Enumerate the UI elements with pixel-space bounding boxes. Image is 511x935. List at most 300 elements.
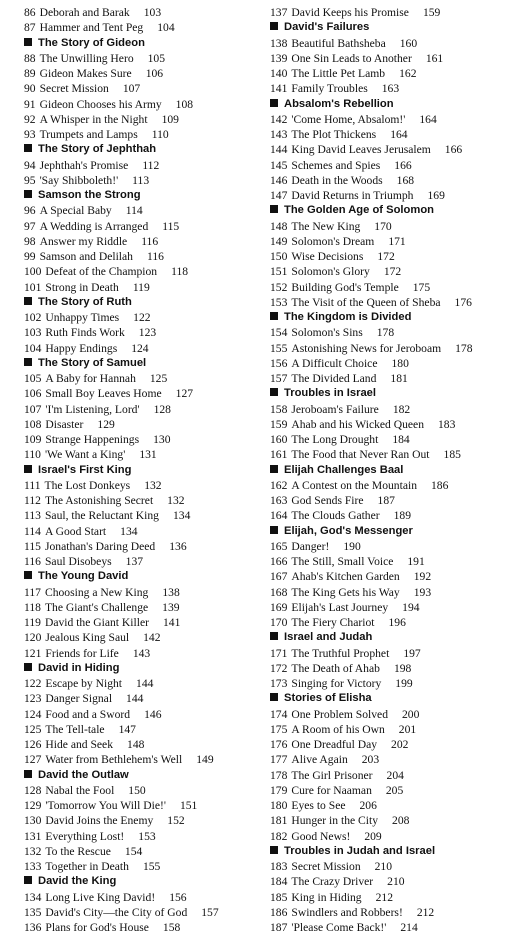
section-title: The Golden Age of Solomon xyxy=(284,204,434,217)
contents-entry xyxy=(24,508,262,523)
contents-entry xyxy=(24,280,262,295)
section-title: Troubles in Israel xyxy=(284,387,377,400)
square-bullet-icon xyxy=(270,312,278,320)
entry-page-number: 178 xyxy=(376,326,395,340)
entry-number: 100 xyxy=(24,265,42,279)
entry-title: Everything Lost! xyxy=(45,829,125,843)
contents-entry xyxy=(270,188,508,203)
entry-title: Astonishing News for Jeroboam xyxy=(291,341,442,355)
entry-title: Danger Signal xyxy=(45,692,113,706)
square-bullet-icon xyxy=(270,99,278,107)
contents-entry xyxy=(24,707,262,722)
contents-entry xyxy=(270,142,508,157)
entry-title: Schemes and Spies xyxy=(291,158,381,172)
entry-number: 121 xyxy=(24,646,42,660)
entry-title: A Room of his Own xyxy=(291,722,385,736)
contents-entry xyxy=(24,691,262,706)
section-heading xyxy=(270,97,508,112)
entry-number: 166 xyxy=(270,555,288,568)
entry-page-number: 199 xyxy=(395,677,413,690)
contents-entry xyxy=(24,341,262,356)
entry-number: 94 xyxy=(24,158,36,172)
entry-number: 169 xyxy=(270,600,288,614)
contents-entry xyxy=(270,752,508,767)
entry-number: 157 xyxy=(270,372,288,385)
entry-title: Beautiful Bathsheba xyxy=(291,36,386,50)
section-heading xyxy=(24,661,262,676)
entry-page-number: 204 xyxy=(386,768,404,782)
entry-title: Ruth Finds Work xyxy=(45,326,125,340)
entry-number: 132 xyxy=(24,844,42,858)
entry-title: Friends for Life xyxy=(45,646,119,660)
entry-page-number: 158 xyxy=(162,921,181,934)
section-title: Absalom's Rebellion xyxy=(284,97,394,110)
entry-number: 174 xyxy=(270,707,288,721)
section-title: Elijah Challenges Baal xyxy=(284,463,404,476)
entry-title: To the Rescue xyxy=(45,844,111,858)
entry-title: David the Giant Killer xyxy=(44,616,149,629)
entry-title: The Plot Thickens xyxy=(291,128,377,141)
entry-title: Eyes to See xyxy=(291,799,346,812)
entry-number: 181 xyxy=(270,814,288,828)
entry-page-number: 172 xyxy=(377,250,395,263)
entry-page-number: 127 xyxy=(175,387,194,401)
entry-page-number: 122 xyxy=(133,311,151,324)
entry-title: The Long Drought xyxy=(291,433,379,446)
contents-entry xyxy=(24,798,262,813)
entry-page-number: 125 xyxy=(149,372,168,385)
contents-entry xyxy=(24,813,262,828)
section-heading xyxy=(270,524,508,539)
contents-entry xyxy=(24,524,262,539)
square-bullet-icon xyxy=(24,571,32,579)
section-heading xyxy=(24,356,262,371)
entry-page-number: 152 xyxy=(167,814,185,828)
entry-page-number: 146 xyxy=(144,707,162,721)
entry-title: A Whisper in the Night xyxy=(39,112,148,126)
contents-entry xyxy=(270,722,508,737)
entry-title: A Difficult Choice xyxy=(291,356,378,370)
entry-title: Saul, the Reluctant King xyxy=(44,509,159,523)
entry-title: The Unwilling Hero xyxy=(39,51,134,65)
entry-title: Together in Death xyxy=(45,860,129,873)
contents-entry xyxy=(270,646,508,661)
section-title: David's Failures xyxy=(284,21,370,34)
square-bullet-icon xyxy=(24,770,32,778)
entry-title: One Dreadful Day xyxy=(291,738,378,751)
contents-entry xyxy=(24,493,262,508)
entry-number: 133 xyxy=(24,860,42,873)
section-title: The Kingdom is Divided xyxy=(284,311,412,323)
entry-title: Food and a Sword xyxy=(45,707,131,721)
entry-number: 136 xyxy=(24,921,42,934)
entry-number: 99 xyxy=(24,250,36,263)
contents-entry xyxy=(270,51,508,66)
entry-number: 175 xyxy=(270,722,288,736)
contents-entry xyxy=(270,737,508,752)
entry-number: 120 xyxy=(24,631,42,645)
contents-entry xyxy=(270,66,508,81)
entry-title: 'Come Home, Absalom!' xyxy=(291,112,406,126)
entry-number: 152 xyxy=(270,280,288,294)
contents-entry xyxy=(270,234,508,249)
section-title: The Story of Jephthah xyxy=(38,143,157,156)
section-heading xyxy=(270,203,508,218)
entry-page-number: 118 xyxy=(171,265,189,279)
contents-entry xyxy=(270,890,508,905)
entry-title: The Divided Land xyxy=(291,372,377,385)
entry-number: 88 xyxy=(24,51,36,65)
contents-entry xyxy=(270,264,508,279)
contents-entry xyxy=(270,859,508,874)
entry-page-number: 151 xyxy=(179,799,198,812)
square-bullet-icon xyxy=(24,876,32,884)
entry-title: Ahab's Kitchen Garden xyxy=(291,570,400,584)
contents-entry xyxy=(24,51,262,66)
contents-entry xyxy=(24,97,262,112)
entry-title: The Visit of the Queen of Sheba xyxy=(291,295,441,309)
entry-number: 123 xyxy=(24,692,42,706)
contents-entry xyxy=(24,783,262,798)
contents-entry xyxy=(24,219,262,234)
entry-number: 185 xyxy=(270,890,288,904)
entry-number: 103 xyxy=(24,326,42,340)
contents-entry xyxy=(24,325,262,340)
contents-entry xyxy=(270,36,508,51)
entry-number: 183 xyxy=(270,860,288,873)
entry-number: 154 xyxy=(270,326,288,340)
contents-entry xyxy=(24,112,262,127)
section-title: The Young David xyxy=(38,570,129,583)
entry-page-number: 202 xyxy=(391,738,409,751)
section-title: The Story of Gideon xyxy=(38,36,145,49)
entry-number: 118 xyxy=(24,600,41,614)
contents-entry xyxy=(270,112,508,127)
contents-entry xyxy=(270,874,508,889)
contents-entry xyxy=(270,295,508,310)
contents-entry xyxy=(24,402,262,417)
entry-page-number: 138 xyxy=(162,585,180,599)
entry-title: Long Live King David! xyxy=(45,890,156,904)
entry-title: Jephthah's Promise xyxy=(39,158,129,172)
square-bullet-icon xyxy=(270,205,278,213)
entry-page-number: 144 xyxy=(126,692,144,706)
contents-entry xyxy=(270,325,508,340)
entry-title: Trumpets and Lamps xyxy=(39,128,138,141)
entry-page-number: 210 xyxy=(387,875,405,889)
entry-page-number: 108 xyxy=(175,97,194,111)
entry-page-number: 141 xyxy=(162,616,181,629)
entry-number: 171 xyxy=(270,646,288,660)
entry-title: The Astonishing Secret xyxy=(44,494,154,507)
entry-number: 178 xyxy=(270,768,288,782)
entry-title: King David Leaves Jerusalem xyxy=(291,143,431,157)
entry-page-number: 134 xyxy=(172,509,191,523)
entry-number: 184 xyxy=(270,875,288,889)
entry-page-number: 206 xyxy=(359,799,377,812)
contents-entry xyxy=(24,371,262,386)
entry-title: Secret Mission xyxy=(39,82,109,96)
entry-number: 86 xyxy=(24,6,36,19)
contents-entry xyxy=(24,20,262,35)
section-title: David the King xyxy=(38,875,117,888)
entry-title: Jeroboam's Failure xyxy=(291,402,379,416)
entry-number: 124 xyxy=(24,707,42,721)
entry-number: 109 xyxy=(24,433,42,446)
entry-page-number: 170 xyxy=(374,219,392,233)
entry-title: Gideon Chooses his Army xyxy=(39,97,162,111)
entry-title: The Crazy Driver xyxy=(291,875,374,889)
entry-number: 105 xyxy=(24,372,42,385)
contents-entry xyxy=(24,676,262,691)
contents-entry xyxy=(24,630,262,645)
contents-entry xyxy=(270,249,508,264)
entry-title: The Giant's Challenge xyxy=(44,600,149,614)
entry-page-number: 116 xyxy=(141,234,159,248)
entry-page-number: 194 xyxy=(402,600,420,614)
entry-title: Wise Decisions xyxy=(291,250,364,263)
entry-title: Small Boy Leaves Home xyxy=(45,387,162,401)
entry-title: Hunger in the City xyxy=(291,814,379,828)
contents-entry xyxy=(24,386,262,401)
entry-page-number: 176 xyxy=(454,295,472,309)
entry-page-number: 184 xyxy=(392,433,410,446)
contents-entry xyxy=(270,447,508,462)
entry-number: 104 xyxy=(24,341,42,355)
contents-entry xyxy=(270,127,508,142)
entry-title: Secret Mission xyxy=(291,860,361,873)
entry-page-number: 103 xyxy=(143,6,162,19)
entry-title: A Contest on the Mountain xyxy=(291,478,417,492)
entry-title: The Little Pet Lamb xyxy=(291,67,386,80)
entry-title: Plans for God's House xyxy=(45,921,149,934)
entry-page-number: 162 xyxy=(399,67,417,80)
entry-page-number: 212 xyxy=(375,890,393,904)
entry-number: 143 xyxy=(270,128,288,141)
entry-number: 168 xyxy=(270,585,288,599)
entry-title: Building God's Temple xyxy=(291,280,399,294)
entry-number: 149 xyxy=(270,234,288,248)
section-heading xyxy=(270,691,508,706)
entry-page-number: 123 xyxy=(138,326,157,340)
contents-entry xyxy=(270,417,508,432)
entry-page-number: 198 xyxy=(393,661,412,675)
contents-entry xyxy=(270,798,508,813)
contents-entry xyxy=(270,432,508,447)
entry-title: David Returns in Triumph xyxy=(291,189,414,202)
entry-title: Defeat of the Champion xyxy=(45,265,158,279)
entry-page-number: 106 xyxy=(145,67,164,80)
contents-entry xyxy=(24,920,262,935)
contents-entry xyxy=(270,661,508,676)
entry-title: Ahab and his Wicked Queen xyxy=(291,417,424,431)
square-bullet-icon xyxy=(270,22,278,30)
entry-number: 107 xyxy=(24,402,42,416)
entry-number: 119 xyxy=(24,616,41,629)
entry-page-number: 185 xyxy=(443,448,461,462)
entry-number: 108 xyxy=(24,417,42,431)
entry-title: Swindlers and Robbers! xyxy=(291,905,403,919)
contents-entry xyxy=(270,569,508,584)
entry-page-number: 197 xyxy=(403,646,421,660)
entry-title: The Food that Never Ran Out xyxy=(291,448,430,462)
contents-entry xyxy=(24,890,262,905)
contents-entry xyxy=(24,447,262,462)
entry-page-number: 181 xyxy=(390,372,408,385)
entry-page-number: 168 xyxy=(396,173,415,187)
section-title: David the Outlaw xyxy=(38,768,129,781)
entry-page-number: 144 xyxy=(136,677,154,690)
square-bullet-icon xyxy=(270,526,278,534)
entry-page-number: 180 xyxy=(391,356,409,370)
section-title: David in Hiding xyxy=(38,661,120,674)
section-heading xyxy=(270,463,508,478)
entry-number: 179 xyxy=(270,783,288,797)
entry-number: 150 xyxy=(270,250,288,263)
entry-page-number: 156 xyxy=(169,890,187,904)
entry-title: Nabal the Fool xyxy=(45,783,115,797)
section-title: Israel and Judah xyxy=(284,631,373,644)
contents-entry xyxy=(24,264,262,279)
entry-title: Hide and Seek xyxy=(45,738,114,751)
entry-number: 135 xyxy=(24,905,42,919)
entry-page-number: 201 xyxy=(398,722,417,736)
entry-title: Singing for Victory xyxy=(291,677,382,690)
contents-entry xyxy=(24,127,262,142)
section-heading xyxy=(24,36,262,51)
contents-entry xyxy=(270,402,508,417)
entry-number: 92 xyxy=(24,112,36,126)
entry-page-number: 182 xyxy=(392,402,411,416)
contents-entry xyxy=(270,539,508,554)
contents-entry xyxy=(24,752,262,767)
entry-number: 117 xyxy=(24,585,41,599)
entry-title: The Lost Donkeys xyxy=(44,478,131,492)
entry-page-number: 164 xyxy=(390,128,408,141)
entry-page-number: 205 xyxy=(385,783,404,797)
entry-page-number: 166 xyxy=(444,143,463,157)
entry-number: 98 xyxy=(24,234,36,248)
contents-entry xyxy=(24,737,262,752)
entry-page-number: 183 xyxy=(438,417,456,431)
entry-title: 'We Want a King' xyxy=(44,448,126,462)
entry-number: 102 xyxy=(24,311,42,324)
entry-number: 115 xyxy=(24,539,41,553)
entry-title: The Truthful Prophet xyxy=(291,646,390,660)
entry-title: Water from Bethlehem's Well xyxy=(45,753,183,767)
entry-number: 134 xyxy=(24,890,42,904)
entry-number: 90 xyxy=(24,82,36,96)
contents-entry xyxy=(24,829,262,844)
entry-number: 180 xyxy=(270,799,288,812)
entry-title: The Fiery Chariot xyxy=(291,616,375,629)
contents-entry xyxy=(270,5,508,20)
entry-page-number: 190 xyxy=(343,539,361,553)
contents-entry xyxy=(270,478,508,493)
entry-number: 186 xyxy=(270,905,288,919)
entry-number: 142 xyxy=(270,112,288,126)
entry-page-number: 115 xyxy=(162,219,180,233)
contents-entry xyxy=(24,615,262,630)
entry-title: Escape by Night xyxy=(45,677,123,690)
entry-title: King in Hiding xyxy=(291,890,362,904)
entry-title: Choosing a New King xyxy=(44,585,149,599)
entry-title: 'I'm Listening, Lord' xyxy=(45,402,140,416)
entry-title: Happy Endings xyxy=(45,341,118,355)
contents-entry xyxy=(270,905,508,920)
contents-entry xyxy=(24,554,262,569)
entry-title: God Sends Fire xyxy=(291,494,364,507)
entry-number: 111 xyxy=(24,478,41,492)
entry-page-number: 192 xyxy=(413,570,432,584)
entry-page-number: 124 xyxy=(131,341,149,355)
entry-number: 182 xyxy=(270,829,288,843)
entry-page-number: 154 xyxy=(124,844,143,858)
entry-number: 141 xyxy=(270,82,288,96)
contents-entry xyxy=(270,493,508,508)
contents-entry xyxy=(270,554,508,569)
contents-entry xyxy=(270,341,508,356)
entry-number: 127 xyxy=(24,753,42,767)
contents-entry xyxy=(24,844,262,859)
entry-number: 87 xyxy=(24,21,36,35)
square-bullet-icon xyxy=(24,663,32,671)
entry-title: One Sin Leads to Another xyxy=(291,51,412,65)
entry-title: Disaster xyxy=(45,417,84,431)
entry-number: 153 xyxy=(270,295,288,309)
square-bullet-icon xyxy=(270,693,278,701)
entry-title: 'Say Shibboleth!' xyxy=(39,173,119,187)
entry-page-number: 187 xyxy=(377,494,395,507)
entry-number: 173 xyxy=(270,677,288,690)
entry-number: 187 xyxy=(270,921,288,934)
entry-title: Deborah and Barak xyxy=(39,6,130,19)
entry-number: 129 xyxy=(24,799,42,812)
entry-page-number: 171 xyxy=(388,234,406,248)
entry-title: Family Troubles xyxy=(291,82,368,96)
entry-number: 122 xyxy=(24,677,42,690)
entry-title: Answer my Riddle xyxy=(39,234,128,248)
contents-entry xyxy=(24,539,262,554)
entry-title: The Girl Prisoner xyxy=(291,768,373,782)
entry-page-number: 136 xyxy=(169,539,187,553)
entry-page-number: 155 xyxy=(142,860,161,873)
entry-number: 158 xyxy=(270,402,288,416)
square-bullet-icon xyxy=(24,38,32,46)
entry-number: 101 xyxy=(24,280,42,294)
entry-number: 110 xyxy=(24,448,41,462)
entry-page-number: 175 xyxy=(412,280,431,294)
square-bullet-icon xyxy=(270,465,278,473)
contents-entry xyxy=(24,432,262,447)
entry-page-number: 209 xyxy=(364,829,382,843)
entry-number: 165 xyxy=(270,539,288,553)
entry-title: The New King xyxy=(291,219,361,233)
contents-entry xyxy=(270,813,508,828)
entry-title: Jealous King Saul xyxy=(45,631,130,645)
section-heading xyxy=(24,569,262,584)
entry-page-number: 109 xyxy=(161,112,179,126)
entry-title: Hammer and Tent Peg xyxy=(39,21,144,35)
contents-entry xyxy=(270,508,508,523)
section-heading xyxy=(24,768,262,783)
entry-page-number: 200 xyxy=(402,707,420,721)
section-heading xyxy=(270,844,508,859)
entry-page-number: 210 xyxy=(374,860,393,873)
contents-entry xyxy=(24,478,262,493)
section-heading xyxy=(24,295,262,310)
contents-entry xyxy=(24,859,262,874)
